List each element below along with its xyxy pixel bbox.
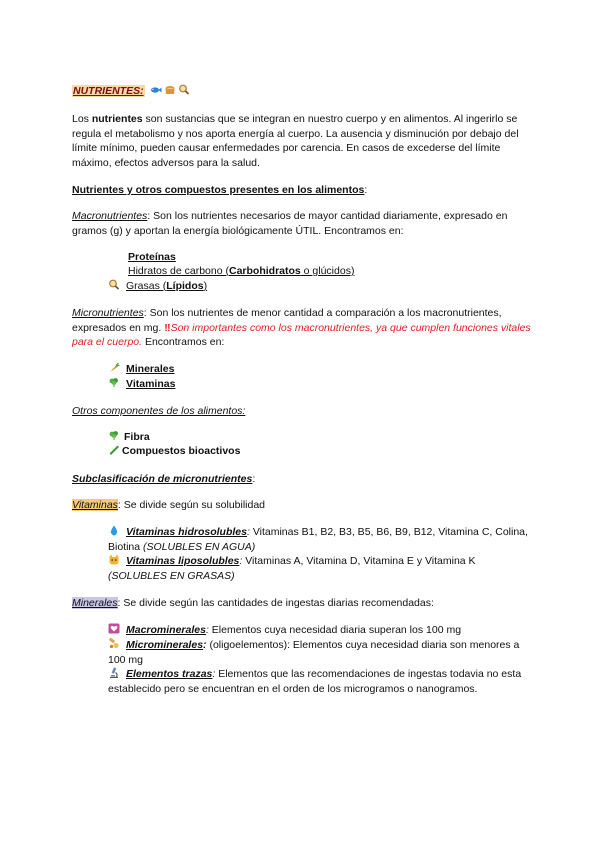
list-item-compuestos bbox=[108, 444, 533, 459]
vitaminas-paragraph bbox=[72, 498, 532, 513]
section2-colon: : bbox=[252, 473, 256, 485]
microminerales-colon: : bbox=[203, 639, 207, 651]
droplet-icon bbox=[108, 525, 120, 536]
hidrosolubles-term: Vitaminas hidrosolubles bbox=[126, 526, 247, 538]
elementos-trazas-term: Elementos trazas bbox=[126, 668, 213, 680]
vitaminas-text: : Se divide según su solubilidad bbox=[117, 499, 266, 511]
pills-icon bbox=[108, 638, 120, 649]
vitaminas-label: Vitaminas bbox=[126, 378, 176, 390]
double-exclamation-icon: ‼ bbox=[164, 321, 171, 334]
intro-text-a: Los bbox=[72, 113, 92, 125]
list-item-minerales bbox=[108, 362, 533, 377]
intro-bold: nutrientes bbox=[91, 113, 143, 125]
minerales-text: : Se divide según las cantidades de ingestas diarias recomendadas: bbox=[117, 597, 434, 609]
proteinas-label: Proteínas bbox=[128, 251, 176, 263]
broccoli-icon bbox=[108, 377, 120, 388]
liposolubles-note: (SOLUBLES EN GRASAS) bbox=[108, 569, 235, 582]
vitaminas-liposolubles-item bbox=[108, 554, 533, 583]
micronutrientes-red-note: Son importantes como los macronutrientes, ya que cumplen funciones vitales para el cuerpo. bbox=[72, 321, 531, 348]
macronutrientes-text: : Son los nutrientes necesarios de mayor cantidad diariamente, expresado en gramos (g) y aportan la energía biológicamente ÚTIL. Encontramos en: bbox=[72, 210, 508, 237]
fish-icon bbox=[150, 84, 162, 95]
intro-paragraph bbox=[72, 112, 532, 170]
fibra-label: Fibra bbox=[124, 431, 150, 443]
section-heading-nutrientes bbox=[72, 183, 532, 198]
list-item-vitaminas bbox=[108, 377, 533, 392]
hidrosolubles-colon: : bbox=[246, 526, 250, 538]
magnifier-icon bbox=[178, 84, 190, 95]
hidratos-text-b: o glúcidos) bbox=[300, 265, 355, 277]
section1-colon: : bbox=[364, 184, 368, 196]
macronutrientes-paragraph bbox=[72, 209, 532, 238]
list-item-grasas bbox=[108, 279, 533, 294]
micronutrientes-paragraph bbox=[72, 306, 532, 350]
section2-heading-text: Subclasificación de micronutrientes bbox=[72, 473, 253, 485]
micronutrientes-term: Micronutrientes bbox=[72, 307, 144, 319]
section1-heading-text: Nutrientes y otros compuestos presentes en los alimentos bbox=[72, 184, 365, 196]
liposolubles-term: Vitaminas liposolubles bbox=[126, 555, 240, 567]
carrot-icon bbox=[108, 362, 120, 373]
elementos-trazas-text: Elementos que las recomendaciones de ingestas todavia no esta establecido pero se encuentran en el orden de los microgramos o nanogramos. bbox=[108, 668, 522, 695]
list-item-hidratos bbox=[128, 264, 553, 279]
vitaminas-term: Vitaminas bbox=[72, 499, 118, 511]
elementos-trazas-colon: : bbox=[212, 668, 216, 680]
grasas-text-a: Grasas ( bbox=[126, 280, 167, 292]
list-item-proteinas bbox=[128, 250, 553, 265]
bread-icon bbox=[164, 84, 176, 95]
microminerales-item bbox=[108, 638, 533, 667]
micronutrientes-text: : Son los nutrientes de menor cantidad a comparación a los macronutrientes, expresados en mg. bbox=[72, 307, 502, 334]
minerales-paragraph bbox=[72, 596, 532, 611]
carbohidratos-bold: Carbohidratos bbox=[228, 265, 301, 277]
section-heading-subclasificacion bbox=[72, 472, 532, 487]
microminerales-term: Microminerales bbox=[126, 639, 204, 651]
microscope-icon bbox=[108, 667, 120, 678]
title-line bbox=[72, 84, 532, 99]
hidrosolubles-note: (SOLUBLES EN AGUA) bbox=[143, 540, 256, 553]
minerales-term: Minerales bbox=[72, 597, 118, 609]
hidratos-text-a: Hidratos de carbono ( bbox=[128, 265, 229, 277]
otros-heading bbox=[72, 404, 532, 419]
macrominerales-colon: : bbox=[205, 624, 209, 636]
heart-box-icon bbox=[108, 623, 120, 634]
broccoli-icon bbox=[108, 430, 120, 441]
elementos-trazas-item bbox=[108, 667, 533, 696]
hidrosolubles-text: Vitaminas B1, B2, B3, B5, B6, B9, B12, Vitamina C, Colina, Biotina bbox=[108, 526, 528, 553]
magnifier-icon bbox=[108, 279, 120, 290]
macrominerales-item bbox=[108, 623, 533, 638]
liposolubles-text: Vitaminas A, Vitamina D, Vitamina E y Vitamina K bbox=[242, 555, 476, 567]
otros-heading-text: Otros componentes de los alimentos: bbox=[72, 405, 246, 417]
minerales-label: Minerales bbox=[126, 363, 175, 375]
vitaminas-hidrosolubles-item bbox=[108, 525, 533, 554]
compuestos-label: Compuestos bioactivos bbox=[122, 445, 241, 457]
liposolubles-colon: : bbox=[239, 555, 243, 567]
cucumber-icon bbox=[108, 444, 120, 455]
macrominerales-term: Macrominerales bbox=[126, 624, 206, 636]
cat-face-icon bbox=[108, 554, 120, 565]
microminerales-text: (oligoelementos): Elementos cuya necesidad diaria son menores a 100 mg bbox=[108, 639, 520, 666]
intro-text-b: son sustancias que se integran en nuestro cuerpo y en alimentos. Al ingerirlo se regula el metabolismo y nos aporta energía al cuerpo. La ausencia y disminución por debajo del límite mínimo, pueden causar enfermedades por carencia. En casos de excederse del límite máximo, efectos adversos para la salud. bbox=[72, 113, 519, 169]
lipidos-bold: Lípidos bbox=[166, 280, 204, 292]
page-title: NUTRIENTES: bbox=[73, 85, 144, 97]
grasas-text-b: ) bbox=[203, 280, 208, 292]
macrominerales-text: Elementos cuya necesidad diaria superan los 100 mg bbox=[208, 624, 462, 636]
list-item-fibra bbox=[108, 430, 533, 445]
macronutrientes-term: Macronutrientes bbox=[72, 210, 148, 222]
micronutrientes-text2: Encontramos en: bbox=[142, 336, 225, 348]
